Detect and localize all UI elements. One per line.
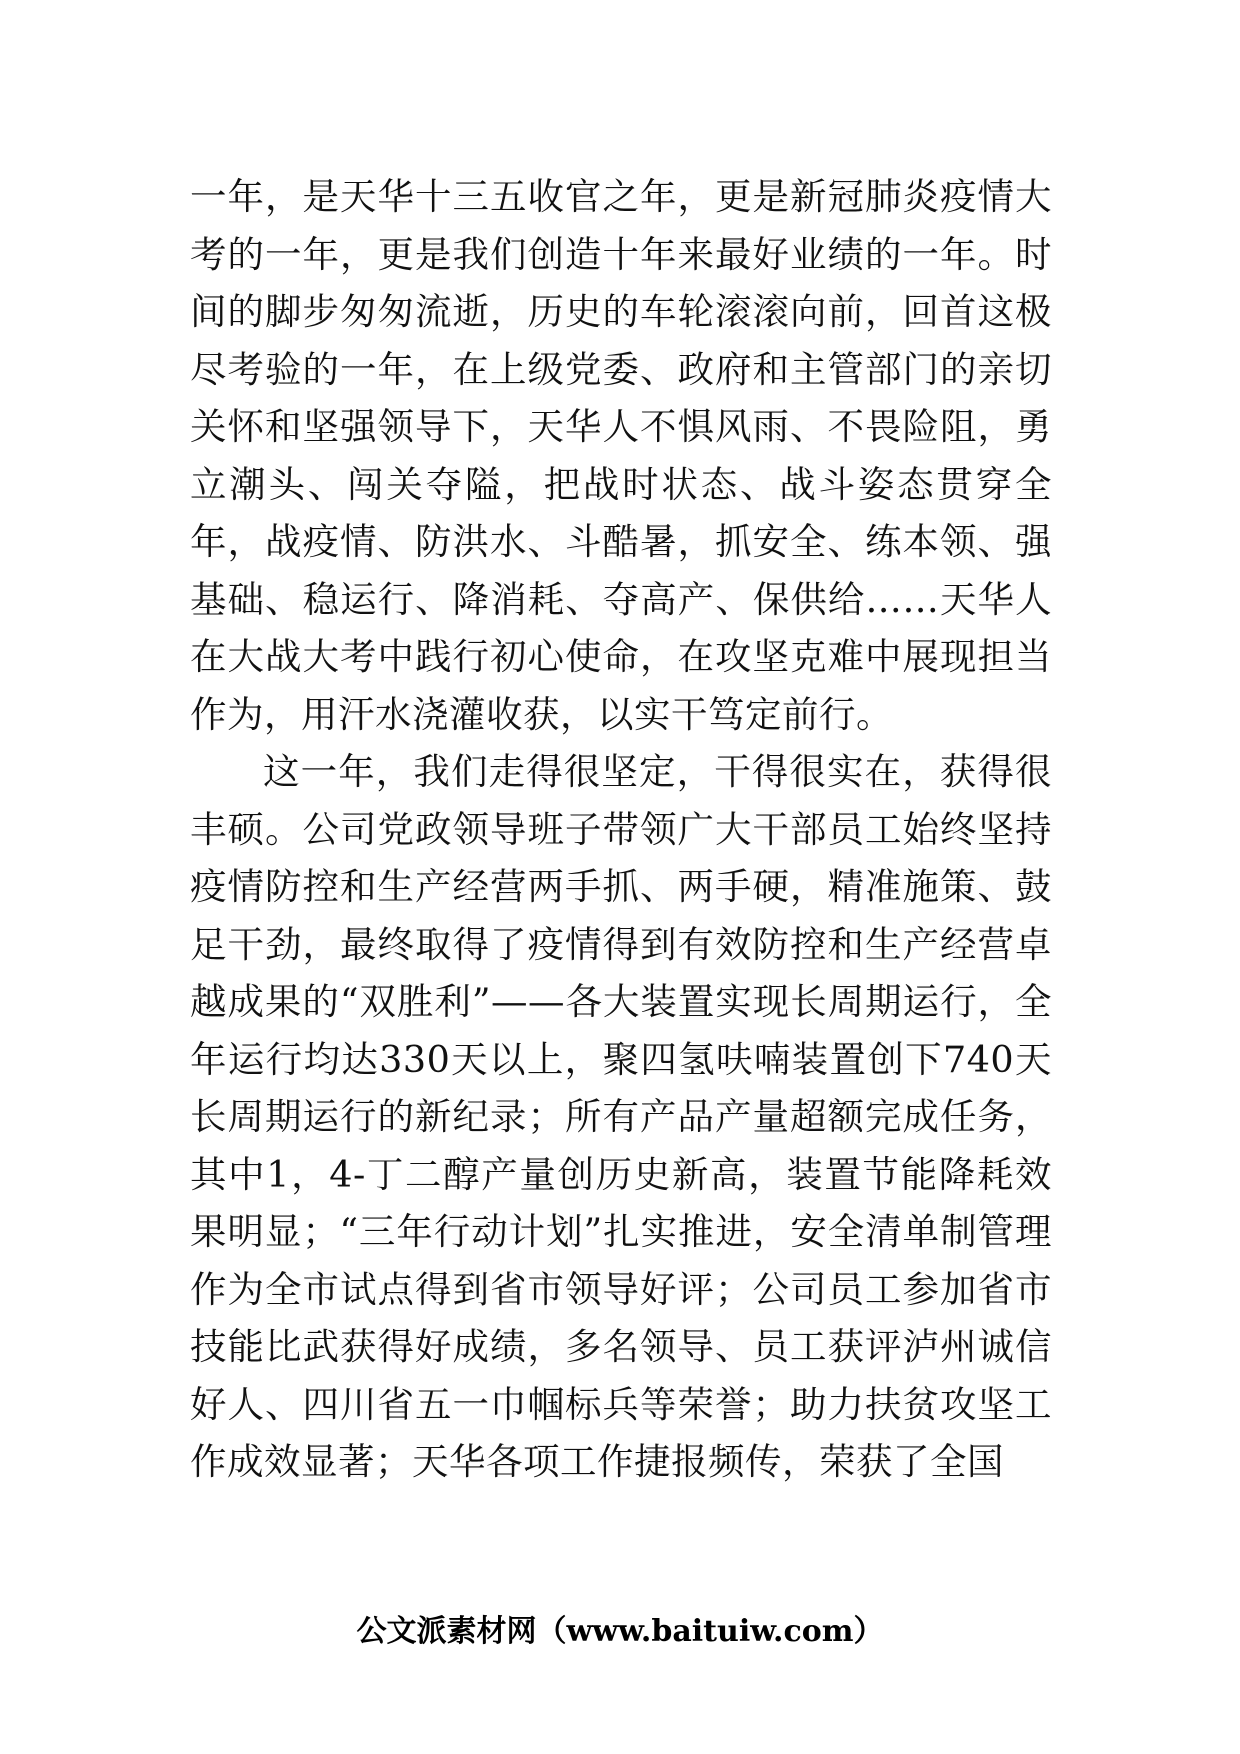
paragraph-1: 一年，是天华十三五收官之年，更是新冠肺炎疫情大考的一年，更是我们创造十年来最好业绩的一年。时间的脚步匆匆流逝，历史的车轮滚滚向前，回首这极尽考验的一年，在上级党委、政府和主管部门的亲切关怀和坚强领导下，天华人不惧风雨、不畏险阻，勇立潮头、闯关夺隘，把战时状态、战斗姿态贯穿全年，战疫情、防洪水、斗酷暑，抓安全、练本领、强基础、稳运行、降消耗、夺高产、保供给……天华人在大战大考中践行初心使命，在攻坚克难中展现担当作为，用汗水浇灌收获，以实干笃定前行。 xyxy=(190,175,1052,736)
document-body xyxy=(190,168,1052,1491)
watermark-footer: 公文派素材网（www.baituiw.com） xyxy=(356,1614,884,1649)
paragraph-2: 这一年，我们走得很坚定，干得很实在，获得很丰硕。公司党政领导班子带领广大干部员工始终坚持疫情防控和生产经营两手抓、两手硬，精准施策、鼓足干劲，最终取得了疫情得到有效防控和生产经营卓越成果的“双胜利”——各大装置实现长周期运行，全年运行均达330天以上，聚四氢呋喃装置创下740天长周期运行的新纪录；所有产品产量超额完成任务，其中1，4-丁二醇产量创历史新高，装置节能降耗效果明显；“三年行动计划”扎实推进，安全清单制管理作为全市试点得到省市领导好评；公司员工参加省市技能比武获得好成绩，多名领导、员工获评泸州诚信好人、四川省五一巾帼标兵等荣誉；助力扶贫攻坚工作成效显著；天华各项工作捷报频传，荣获了全国 xyxy=(190,750,1052,1483)
